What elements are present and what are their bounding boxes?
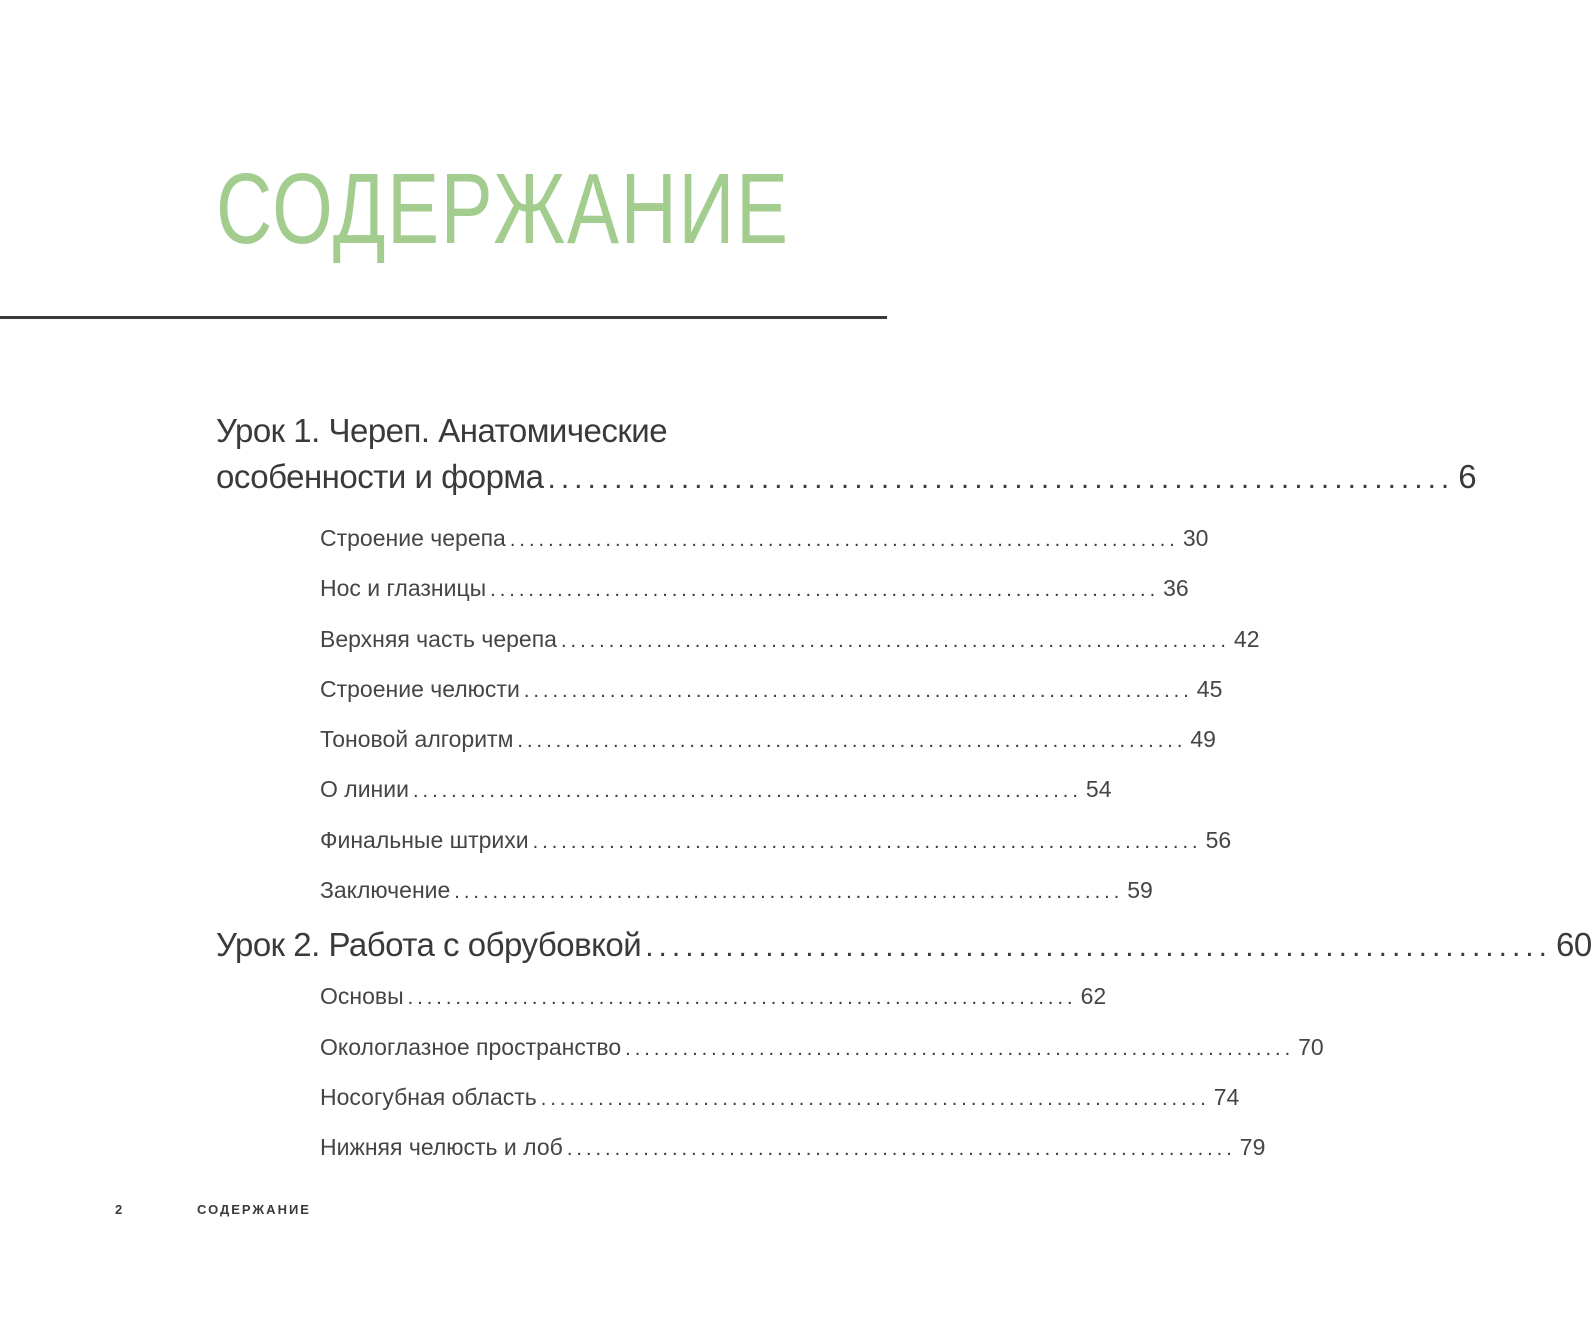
- page-title: СОДЕРЖАНИЕ: [216, 153, 790, 265]
- toc-lesson-1[interactable]: [216, 408, 1477, 502]
- toc-entry[interactable]: [320, 816, 1232, 866]
- toc-entry[interactable]: [320, 564, 1189, 614]
- toc-entry-page: 45: [1196, 675, 1223, 702]
- dot-leader: ......................................................................: [490, 579, 1160, 602]
- toc-entry-page: 79: [1239, 1134, 1266, 1161]
- toc-entry[interactable]: [320, 514, 1209, 564]
- toc-entry-page: 30: [1182, 525, 1209, 551]
- toc-entry-title: Окологлазное пространство: [320, 1033, 622, 1060]
- toc-entry-title: Верхняя часть черепа: [320, 625, 557, 652]
- toc-entry[interactable]: [320, 866, 1153, 916]
- dot-leader: ......................................................................: [412, 780, 1082, 803]
- toc-entry[interactable]: [320, 665, 1223, 715]
- dot-leader: ......................................................................: [532, 830, 1202, 853]
- toc-entry-title: Нос и глазницы: [320, 575, 487, 602]
- toc-lesson-2[interactable]: [216, 922, 1592, 970]
- toc-entry-page: 56: [1205, 826, 1232, 853]
- toc-entry[interactable]: [320, 615, 1260, 665]
- toc-entry-page: 62: [1080, 983, 1107, 1010]
- lesson-1-page: 6: [1458, 458, 1477, 495]
- toc-entry[interactable]: [320, 1123, 1266, 1173]
- dot-leader: ....................................................................: [547, 462, 1455, 495]
- footer-section-label: СОДЕРЖАНИЕ: [197, 1202, 311, 1217]
- toc-entry-page: 74: [1213, 1083, 1240, 1110]
- dot-leader: ......................................................................: [625, 1037, 1295, 1060]
- toc-entry-page: 59: [1127, 877, 1153, 904]
- toc-entry-title: Носогубная область: [320, 1083, 537, 1110]
- lesson-2-sections: [320, 972, 1324, 1173]
- toc-entry-title: Основы: [320, 983, 404, 1010]
- toc-entry-title: Строение черепа: [320, 525, 506, 551]
- dot-leader: ......................................................................: [407, 987, 1077, 1010]
- toc-entry-title: Нижняя челюсть и лоб: [320, 1134, 563, 1161]
- toc-entry-title: Финальные штрихи: [320, 826, 529, 853]
- lesson-1-title-line1: Урок 1. Череп. Анатомические: [216, 412, 668, 449]
- toc-entry-page: 49: [1190, 726, 1216, 753]
- lesson-2-title: Урок 2. Работа с обрубовкой: [216, 926, 642, 964]
- lesson-1-sections: [320, 514, 1260, 916]
- footer-page-number: 2: [115, 1202, 123, 1217]
- lesson-1-title-line2: особенности и форма: [216, 458, 544, 495]
- title-divider: [0, 316, 887, 319]
- toc-entry-page: 54: [1085, 776, 1112, 803]
- toc-entry-page: 36: [1163, 575, 1189, 602]
- dot-leader: ......................................................................: [566, 1138, 1236, 1161]
- dot-leader: ......................................................................: [540, 1087, 1210, 1110]
- toc-entry[interactable]: [320, 972, 1107, 1022]
- toc-entry[interactable]: [320, 715, 1216, 765]
- toc-entry-title: Заключение: [320, 877, 451, 904]
- table-of-contents: [216, 408, 1592, 1174]
- dot-leader: ......................................................................: [454, 881, 1124, 904]
- dot-leader: ......................................................................: [560, 629, 1230, 652]
- toc-entry-title: Строение челюсти: [320, 675, 520, 702]
- dot-leader: ....................................................................: [645, 930, 1552, 964]
- toc-entry[interactable]: [320, 1023, 1324, 1073]
- toc-entry-page: 42: [1233, 625, 1260, 652]
- lesson-2-page: 60: [1555, 926, 1592, 964]
- dot-leader: ......................................................................: [523, 679, 1193, 702]
- toc-entry[interactable]: [320, 765, 1112, 815]
- toc-entry-page: 70: [1298, 1033, 1324, 1060]
- dot-leader: ......................................................................: [517, 730, 1187, 753]
- toc-entry-title: Тоновой алгоритм: [320, 726, 514, 753]
- toc-entry-title: О линии: [320, 776, 409, 803]
- toc-entry[interactable]: [320, 1073, 1240, 1123]
- dot-leader: ......................................................................: [509, 529, 1179, 551]
